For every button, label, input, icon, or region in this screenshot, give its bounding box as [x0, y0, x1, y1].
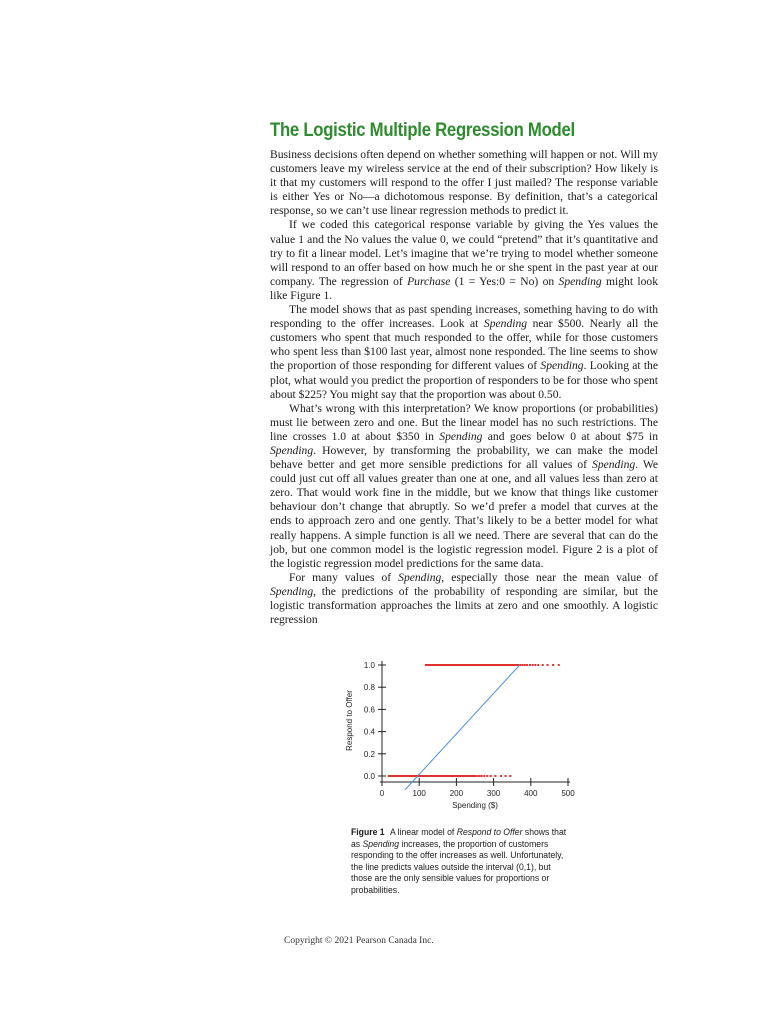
data-point [542, 664, 544, 666]
paragraph: Business decisions often depend on whether something will happen or not. Will my customers leave my wireless service at the end of their subscription? How likely is it that my customers will respond to the offer I just mailed? The response variable is either Yes or No—a dichotomous response. By definition, that’s a categorical response, so we can’t use linear regression methods to predict it. [270, 148, 658, 218]
data-point [526, 664, 528, 666]
y-tick-label: 0.4 [363, 727, 375, 737]
data-point [509, 775, 511, 777]
data-point [532, 664, 534, 666]
data-point [500, 775, 502, 777]
x-tick-label: 200 [449, 789, 464, 798]
caption-text: A linear model of Respond to Offer shows that as Spending increases, the proportion of customers responding to the offer increases as well. Unfortunately, the line predicts values outside the interval (0,1), but those are the only sensible values for proportions or probabilities. [351, 827, 567, 896]
y-tick-label: 0.0 [363, 772, 375, 781]
data-point [537, 664, 539, 666]
y-tick-label: 0.6 [363, 705, 375, 715]
figure-1 [336, 652, 596, 822]
paragraph: The model shows that as past spending increases, something having to do with responding to the offer increases. Look at Spending near $500. Nearly all the customers who spent that much responded to the offer, while for those customers who spent less than $100 last year, almost none responded. The line seems to show the proportion of those responding for different values of Spending. Looking at the plot, what would you predict the proportion of responders to be for those who spent about $225? You might say that the proportion was about 0.50. [270, 303, 659, 401]
data-point [534, 664, 536, 666]
copyright-footer: Copyright © 2021 Pearson Canada Inc. [284, 936, 434, 946]
y-tick-label: 1.0 [363, 661, 375, 670]
x-tick-label: 0 [379, 789, 385, 798]
data-point [474, 775, 476, 777]
data-point [494, 775, 496, 777]
data-point [481, 775, 483, 777]
data-point [490, 775, 492, 777]
scatter-chart [336, 652, 596, 822]
data-point [486, 775, 488, 777]
paragraph: If we coded this categorical response variable by giving the Yes values the value 1 and the No values the value 0, we could “pretend” that it’s quantitative and try to fit a linear model. Let’s imagine that we’re trying to model whether someone will respond to an offer based on how much he or she spent in the past year at our company. The regression of Purchase (1 = Yes:0 = No) on Spending might look like Figure 1. [270, 218, 659, 302]
data-point [519, 664, 521, 666]
data-point [547, 664, 549, 666]
data-point [558, 664, 560, 666]
paragraph: For many values of Spending, especially those near the mean value of Spending, the predictions of the probability of responding are similar, but the logistic transformation approaches the limits at zero and one smoothly. A logistic regression [270, 570, 658, 627]
y-tick-label: 0.2 [363, 749, 375, 759]
y-axis-label: Respond to Offer [345, 690, 354, 751]
x-tick-label: 100 [412, 789, 426, 798]
y-tick-label: 0.8 [363, 683, 375, 693]
data-point [478, 775, 480, 777]
data-point [476, 775, 478, 777]
section-title: The Logistic Multiple Regression Model [270, 120, 575, 141]
x-tick-label: 500 [561, 789, 575, 798]
x-axis-label: Spending ($) [452, 801, 498, 810]
x-tick-label: 400 [524, 789, 538, 798]
data-point [522, 664, 524, 666]
figure-caption [351, 827, 567, 897]
data-point [524, 664, 526, 666]
data-point [483, 775, 485, 777]
regression-line [405, 665, 520, 790]
data-point [552, 664, 554, 666]
data-point [505, 775, 507, 777]
figure-label: Figure 1 [351, 827, 385, 838]
data-point [529, 664, 531, 666]
paragraph: What’s wrong with this interpretation? We know proportions (or probabilities) must lie between zero and one. But the linear model has no such restrictions. The line crosses 1.0 at about $350 in Spending and goes below 0 at about $75 in Spending. However, by transforming the probability, we can make the model behave better and get more sensible predictions for all values of Spending. We could just cut off all values greater than one at one, and all values less than zero at zero. That would work fine in the middle, but we know that things like customer behaviour don’t change that abruptly. So we’d prefer a model that curves at the ends to approach zero and one gently. That’s likely to be a better model for what really happens. A simple function is all we need. There are several that can do the job, but one common model is the logistic regression model. Figure 2 is a plot of the logistic regression model predictions for the same data. [270, 401, 659, 570]
body-text [270, 148, 658, 627]
x-tick-label: 300 [486, 789, 501, 798]
